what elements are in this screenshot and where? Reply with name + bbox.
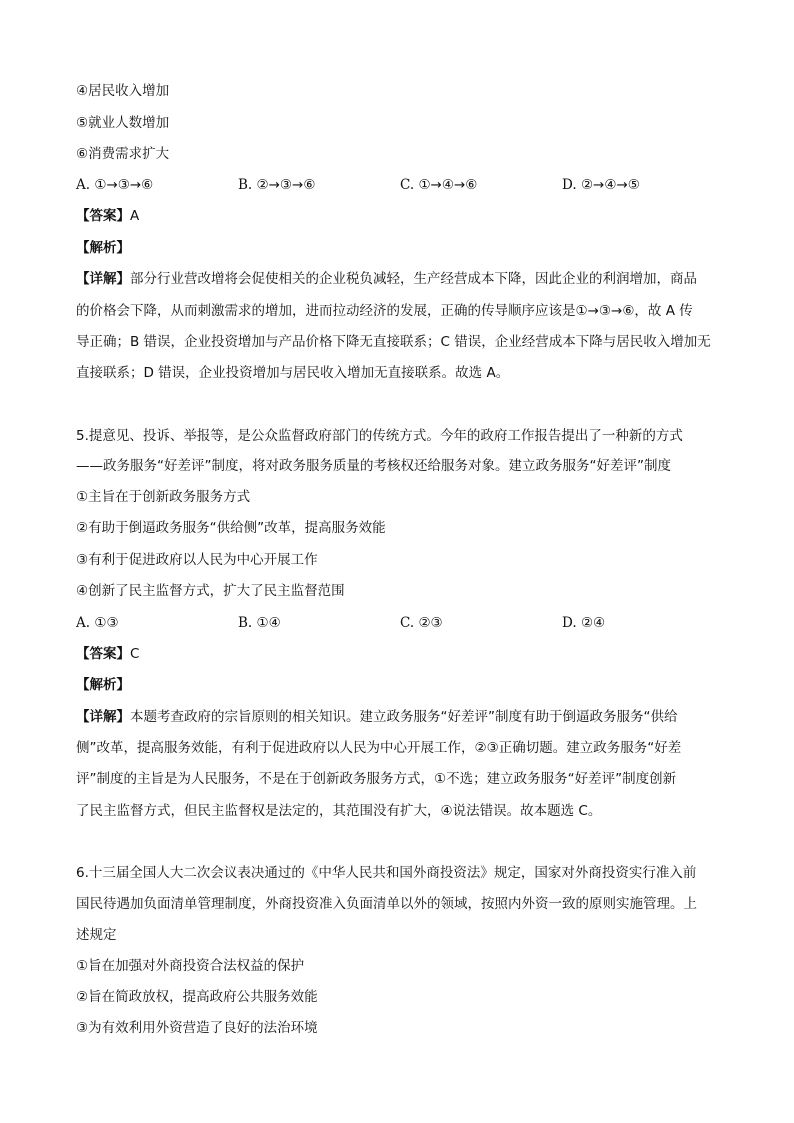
prev-option-b: B. ②→③→⑥ xyxy=(238,177,316,193)
q5-item-1: ①主旨在于创新政务服务方式 xyxy=(76,489,251,505)
q5-item-2: ②有助于倒逼政务服务“供给侧”改革，提高服务效能 xyxy=(76,520,386,536)
q5-stem-line-1: 5.提意见、投诉、举报等，是公众监督政府部门的传统方式。今年的政府工作报告提出了一种新的方式 xyxy=(76,428,683,444)
q5-detail-line-3: 评”制度的主旨是为人民服务，不是在于创新政务服务方式，①不选；建立政务服务“好差评”制度创新 xyxy=(76,771,677,787)
q6-stem-line-3: 述规定 xyxy=(76,927,117,943)
prev-option-a: A. ①→③→⑥ xyxy=(76,177,154,193)
q6-item-2: ②旨在简政放权，提高政府公共服务效能 xyxy=(76,989,318,1005)
prev-item-4: ④居民收入增加 xyxy=(76,83,170,99)
q5-detail-line-2: 侧”改革，提高服务效能，有利于促进政府以人民为中心开展工作，②③正确切题。建立政务服务“好差 xyxy=(76,740,682,756)
prev-option-c: C. ①→④→⑥ xyxy=(400,177,478,193)
q5-item-3: ③有利于促进政府以人民为中心开展工作 xyxy=(76,552,318,568)
prev-detail-line-3: 导正确；B 错误，企业投资增加与产品价格下降无直接联系；C 错误，企业经营成本下降与居民收入增加无 xyxy=(76,334,711,350)
q5-option-d: D. ②④ xyxy=(562,615,606,631)
q5-detail-line-1: 【详解】本题考查政府的宗旨原则的相关知识。建立政务服务“好差评”制度有助于倒逼政务服务“供给 xyxy=(76,709,678,725)
q6-item-3: ③为有效利用外资营造了良好的法治环境 xyxy=(76,1020,318,1036)
q6-item-1: ①旨在加强对外商投资合法权益的保护 xyxy=(76,958,305,974)
q5-stem-line-2: ——政务服务“好差评”制度，将对政务服务质量的考核权还给服务对象。建立政务服务“好差评”制度 xyxy=(76,458,671,474)
q5-option-b: B. ①④ xyxy=(238,615,281,631)
prev-options xyxy=(76,174,716,196)
q5-answer: 【答案】C xyxy=(76,646,140,662)
prev-detail-line-1: 【详解】部分行业营改增将会促使相关的企业税负减轻，生产经营成本下降，因此企业的利润增加，商品 xyxy=(76,271,697,287)
q5-option-c: C. ②③ xyxy=(400,615,443,631)
q5-detail-line-4: 了民主监督方式，但民主监督权是法定的，其范围没有扩大，④说法错误。故本题选 C。 xyxy=(76,803,602,819)
q5-options xyxy=(76,612,716,634)
prev-option-d: D. ②→④→⑤ xyxy=(562,177,640,193)
prev-analysis-label: 【解析】 xyxy=(76,240,130,256)
prev-item-6: ⑥消费需求扩大 xyxy=(76,146,170,162)
q5-option-a: A. ①③ xyxy=(76,615,119,631)
prev-item-5: ⑤就业人数增加 xyxy=(76,115,170,131)
q5-item-4: ④创新了民主监督方式，扩大了民主监督范围 xyxy=(76,583,345,599)
q5-analysis-label: 【解析】 xyxy=(76,677,130,693)
q6-stem-line-1: 6.十三届全国人大二次会议表决通过的《中华人民共和国外商投资法》规定，国家对外商投资实行准入前 xyxy=(76,865,697,881)
q6-stem-line-2: 国民待遇加负面清单管理制度，外商投资准入负面清单以外的领域，按照内外资一致的原则实施管理。上 xyxy=(76,896,697,912)
prev-detail-line-4: 直接联系；D 错误，企业投资增加与居民收入增加无直接联系。故选 A。 xyxy=(76,365,510,381)
prev-detail-line-2: 的价格会下降，从而刺激需求的增加，进而拉动经济的发展，正确的传导顺序应该是①→③→⑥，故 A 传 xyxy=(76,303,693,319)
prev-answer: 【答案】A xyxy=(76,208,140,224)
